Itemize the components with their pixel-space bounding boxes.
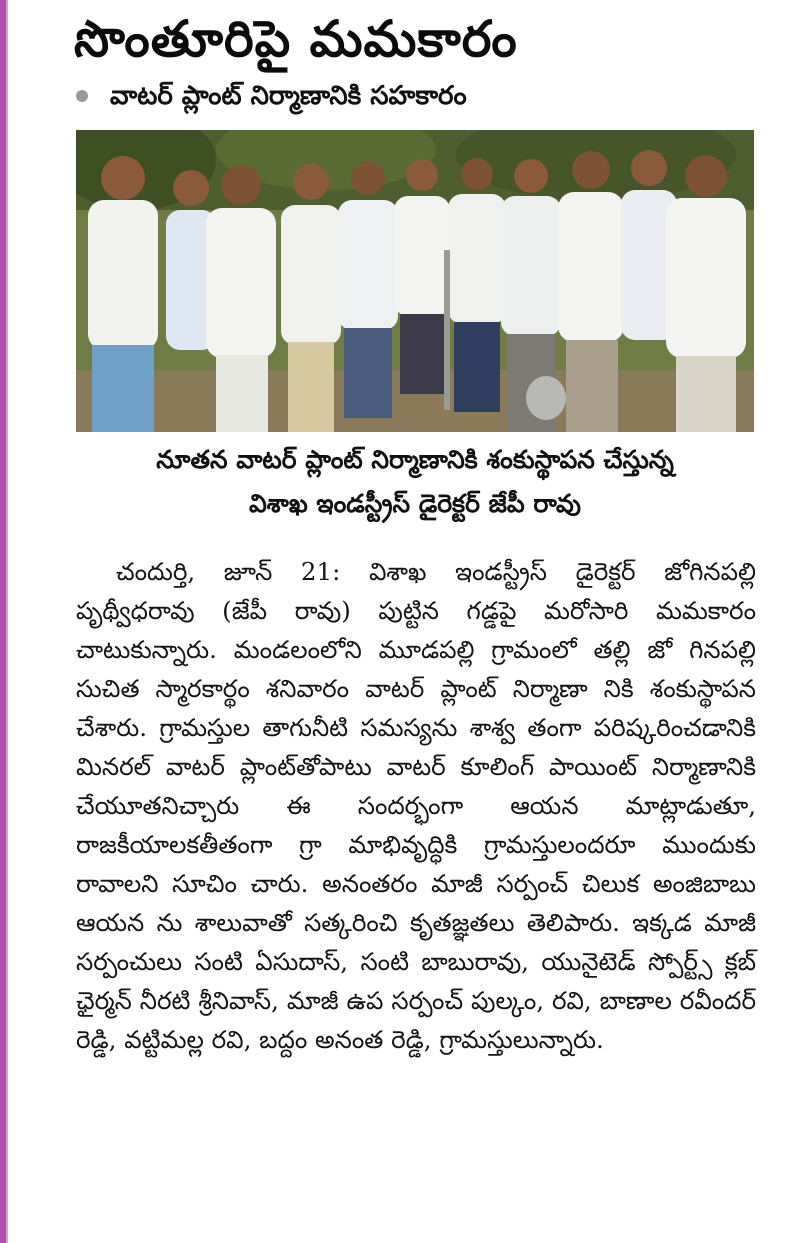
article-subheadline [76, 76, 756, 116]
bullet-icon [76, 90, 88, 102]
margin-rule-inner [6, 0, 8, 1243]
article-paragraph: చందుర్తి, జూన్ 21: విశాఖ ఇండస్ట్రీస్ డైరెక్టర్ జోగినపల్లి పృథ్వీధరావు (జేపీ రావు) పుట్టిన గడ్డపై మరోసారి మమకారం చాటుకున్నారు. మండలంలోని మూడపల్లి గ్రామంలో తల్లి జో గినపల్లి సుచిత స్మారకార్థం శనివారం వాటర్ ప్లాంట్ నిర్మాణా నికి శంకుస్థాపన చేశారు. గ్రామస్తుల తాగునీటి సమస్యను శాశ్వ తంగా పరిష్కరించడానికి మినరల్ వాటర్ ప్లాంట్‌తోపాటు వాటర్ కూలింగ్ పాయింట్ నిర్మాణానికి చేయూతనిచ్చారు ఈ సందర్భంగా ఆయన మాట్లాడుతూ, రాజకీయాలకతీతంగా గ్రా మాభివృద్ధికి గ్రామస్తులందరూ ముందుకు రావాలని సూచిం చారు. అనంతరం మాజీ సర్పంచ్ చిలుక అంజిబాబు ఆయన ను శాలువాతో సత్కరించి కృతజ్ఞతలు తెలిపారు. ఇక్కడ మాజీ సర్పంచులు సంటి ఏసుదాస్, సంటి బాబురావు, యునైటెడ్ స్పోర్ట్స్ క్లబ్ ఛైర్మన్ నీరటి శ్రీనివాస్, మాజీ ఉప సర్పంచ్ పుల్కం, రవి, బాణాల రవీందర్ రెడ్డి, వట్టిమల్ల రవి, బద్దం అనంత రెడ్డి, గ్రామస్తులున్నారు. [76, 557, 756, 1054]
news-photo [76, 130, 754, 432]
article-body [76, 552, 756, 1059]
caption-line-2: విశాఖ ఇండస్ట్రీస్ డైరెక్టర్ జేపీ రావు [249, 489, 581, 518]
news-photo-illustration [76, 130, 754, 432]
article-headline: సొంతూరిపై మమకారం [74, 10, 518, 68]
caption-line-1: నూతన వాటర్ ప్లాంట్ నిర్మాణానికి శంకుస్థాపన చేస్తున్న [156, 445, 674, 474]
photo-caption [76, 438, 754, 526]
subheadline-text: వాటర్ ప్లాంట్ నిర్మాణానికి సహకారం [110, 81, 467, 111]
